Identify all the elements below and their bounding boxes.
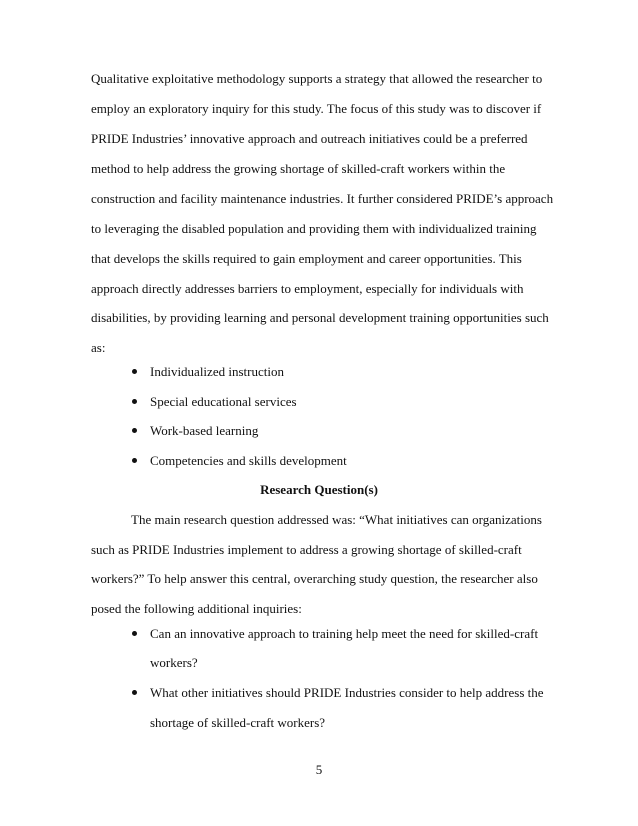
paragraph1-line: disabilities, by providing learning and personal development training opportunities such xyxy=(91,310,549,325)
bullet-icon xyxy=(132,369,137,374)
paragraph2-line: workers?” To help answer this central, overarching study question, the researcher also xyxy=(91,571,538,586)
paragraph2-line: such as PRIDE Industries implement to address a growing shortage of skilled-craft xyxy=(91,542,522,557)
page-number: 5 xyxy=(315,762,323,777)
paragraph1-line: Qualitative exploitative methodology supports a strategy that allowed the researcher to xyxy=(91,71,543,86)
paragraph1-line: approach directly addresses barriers to employment, especially for individuals with xyxy=(91,281,524,296)
bullet-icon xyxy=(132,458,137,463)
paragraph1-line: to leveraging the disabled population and providing them with individualized training xyxy=(91,221,537,236)
paragraph1-line: construction and facility maintenance industries. It further considered PRIDE’s approach xyxy=(91,191,554,206)
paragraph1-line: method to help address the growing shortage of skilled-craft workers within the xyxy=(91,161,506,176)
list-item-text: shortage of skilled-craft workers? xyxy=(150,715,326,730)
bullet-icon xyxy=(132,631,137,636)
bullet-icon xyxy=(132,690,137,695)
section-heading: Research Question(s) xyxy=(260,482,378,497)
paragraph1-line: that develops the skills required to gain employment and career opportunities. This xyxy=(91,251,522,266)
list-item-text: Work-based learning xyxy=(150,423,259,438)
paragraph1-line: employ an exploratory inquiry for this study. The focus of this study was to discover if xyxy=(91,101,542,116)
list-item-text: workers? xyxy=(150,655,198,670)
paragraph2-line: posed the following additional inquiries: xyxy=(91,601,302,616)
bullet-icon xyxy=(132,428,137,433)
paragraph2-line: The main research question addressed was: “What initiatives can organizations xyxy=(131,512,542,527)
list-item-text: What other initiatives should PRIDE Industries consider to help address the xyxy=(150,685,544,700)
paragraph1-line: PRIDE Industries’ innovative approach and outreach initiatives could be a preferred xyxy=(91,131,528,146)
bullet-icon xyxy=(132,399,137,404)
paragraph1-line: as: xyxy=(91,340,106,355)
list-item-text: Special educational services xyxy=(150,394,297,409)
list-item-text: Individualized instruction xyxy=(150,364,284,379)
list-item-text: Competencies and skills development xyxy=(150,453,347,468)
list-item-text: Can an innovative approach to training help meet the need for skilled-craft xyxy=(150,626,539,641)
